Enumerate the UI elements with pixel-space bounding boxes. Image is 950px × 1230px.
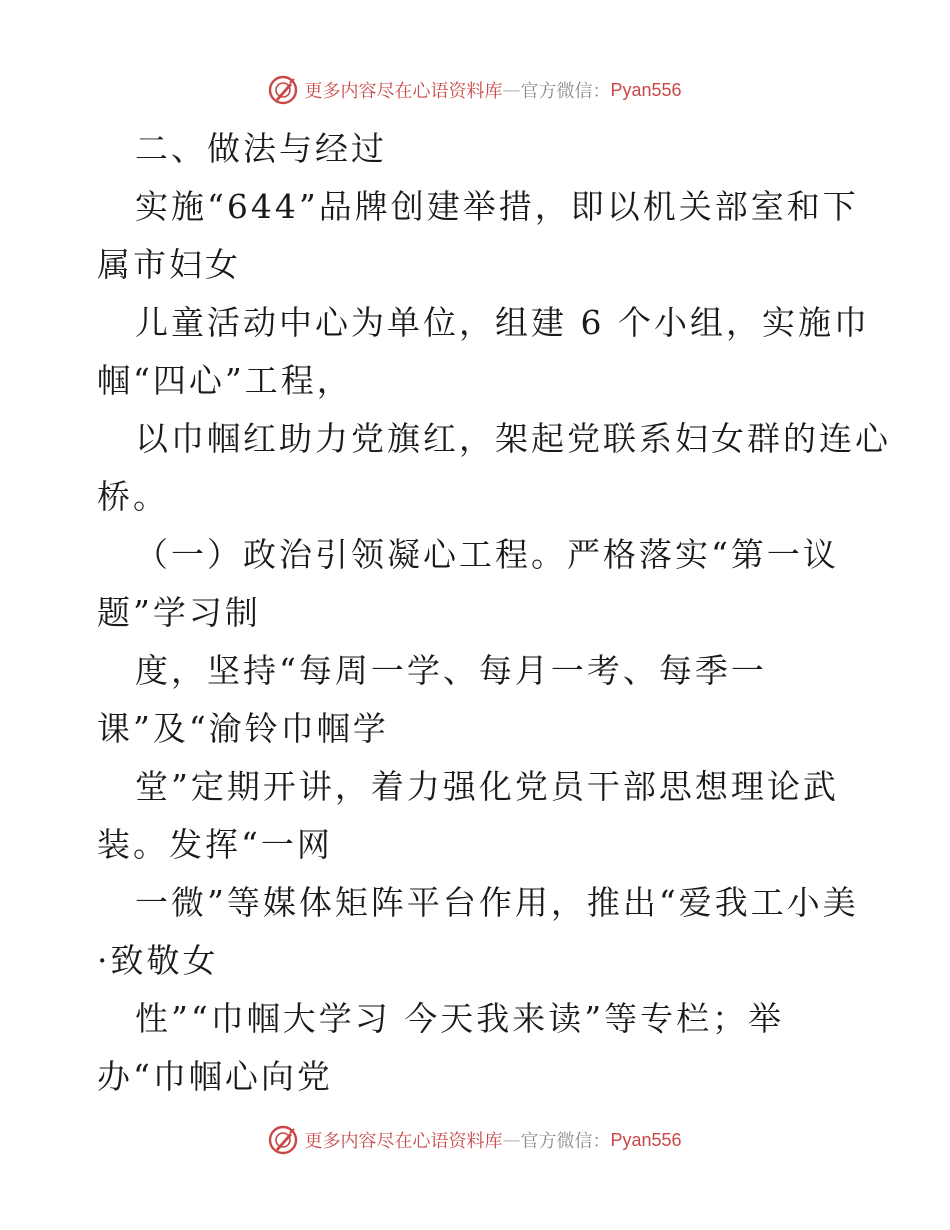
wechat-account: Pyan556 [610,1129,682,1150]
footer-banner [0,1120,950,1160]
section-heading: 二、做法与经过 [135,129,387,168]
paragraph-line: 度，坚持“每周一学、每月一考、每季一 [135,651,767,690]
header-banner [0,70,950,110]
paragraph-line: 以巾帼红助力党旗红，架起党联系妇女群的连心 [135,419,891,458]
wechat-account: Pyan556 [610,79,682,100]
paragraph-line: 性”“巾帼大学习 今天我来读”等专栏；举 [135,999,785,1038]
paragraph-line: （一）政治引领凝心工程。严格落实“第一议 [135,535,839,574]
paragraph-line: 属市妇女 [97,245,241,284]
paragraph-line: 桥。 [97,477,169,516]
paragraph-line: 题”学习制 [97,593,261,632]
paragraph-line: 装。发挥“一网 [97,825,333,864]
pen-logo-icon [268,75,298,105]
paragraph-line: 课”及“渝铃巾帼学 [97,709,389,748]
official-wechat-label: 官方微信： [520,1131,611,1152]
paragraph-line: 帼“四心”工程， [97,361,353,400]
paragraph-line: 一微”等媒体矩阵平台作用，推出“爱我工小美 [135,883,859,922]
paragraph-line: 实施“644”品牌创建举措，即以机关部室和下 [135,187,859,226]
site-name: 更多内容尽在心语资料库 [304,81,503,102]
official-wechat-label: 官方微信： [520,81,611,102]
paragraph-line: ·致敬女 [97,941,219,980]
banner-dash: — [502,79,521,101]
paragraph-line: 堂”定期开讲，着力强化党员干部思想理论武 [135,767,839,806]
pen-logo-icon [268,1125,298,1155]
banner-dash: — [502,1129,521,1151]
paragraph-line: 儿童活动中心为单位，组建 6 个小组，实施巾 [135,303,870,342]
paragraph-line: 办“巾帼心向党 [97,1057,333,1096]
site-name: 更多内容尽在心语资料库 [304,1131,503,1152]
